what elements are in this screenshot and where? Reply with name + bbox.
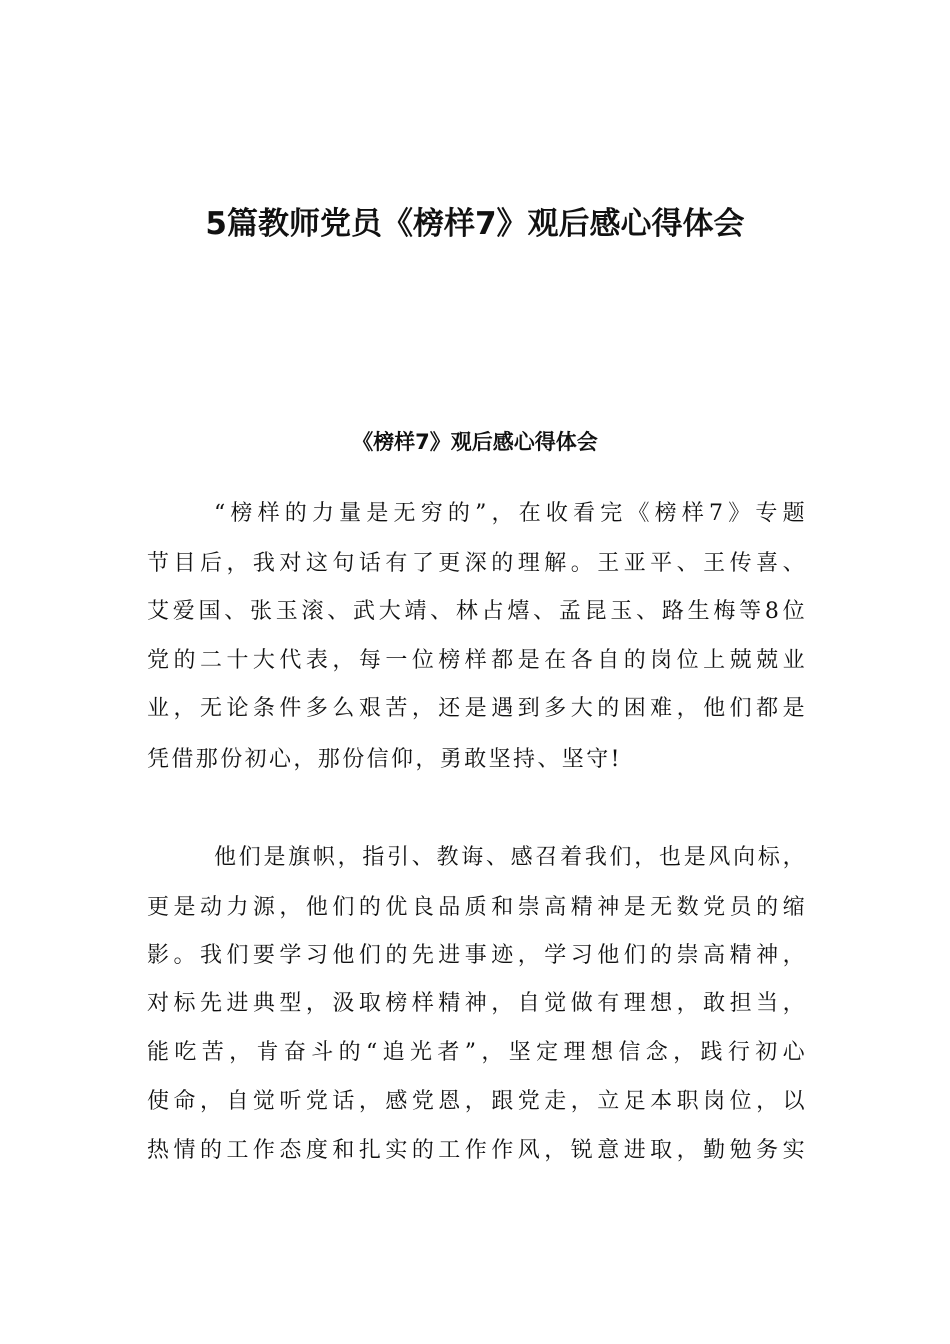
paragraph-line: 更是动力源，他们的优良品质和崇高精神是无数党员的缩 bbox=[147, 895, 807, 920]
section-title: 《榜样7》观后感心得体会 bbox=[352, 430, 598, 454]
paragraph-line: 热情的工作态度和扎实的工作作风，锐意进取，勤勉务实 bbox=[147, 1138, 807, 1163]
paragraph-line: 艾爱国、张玉滚、武大靖、林占熺、孟昆玉、路生梅等8位 bbox=[147, 599, 807, 624]
paragraph-line: 节目后，我对这句话有了更深的理解。王亚平、王传喜、 bbox=[147, 551, 807, 576]
paragraph-line: 能吃苦，肯奋斗的“追光者”，坚定理想信念，践行初心 bbox=[147, 1040, 807, 1065]
document-title: 5篇教师党员《榜样7》观后感心得体会 bbox=[205, 206, 745, 242]
paragraph-line: “榜样的力量是无穷的”，在收看完《榜样7》专题 bbox=[214, 501, 807, 526]
paragraph-line: 他们是旗帜，指引、教诲、感召着我们，也是风向标， bbox=[214, 845, 807, 870]
paragraph-line: 凭借那份初心，那份信仰，勇敢坚持、坚守! bbox=[147, 747, 622, 772]
paragraph-line: 党的二十大代表，每一位榜样都是在各自的岗位上兢兢业 bbox=[147, 648, 807, 673]
paragraph-line: 业，无论条件多么艰苦，还是遇到多大的困难，他们都是 bbox=[147, 696, 807, 721]
paragraph-line: 使命，自觉听党话，感党恩，跟党走，立足本职岗位，以 bbox=[147, 1089, 807, 1114]
paragraph-line: 对标先进典型，汲取榜样精神，自觉做有理想，敢担当， bbox=[147, 991, 807, 1016]
paragraph-line: 影。我们要学习他们的先进事迹，学习他们的崇高精神， bbox=[147, 943, 807, 968]
